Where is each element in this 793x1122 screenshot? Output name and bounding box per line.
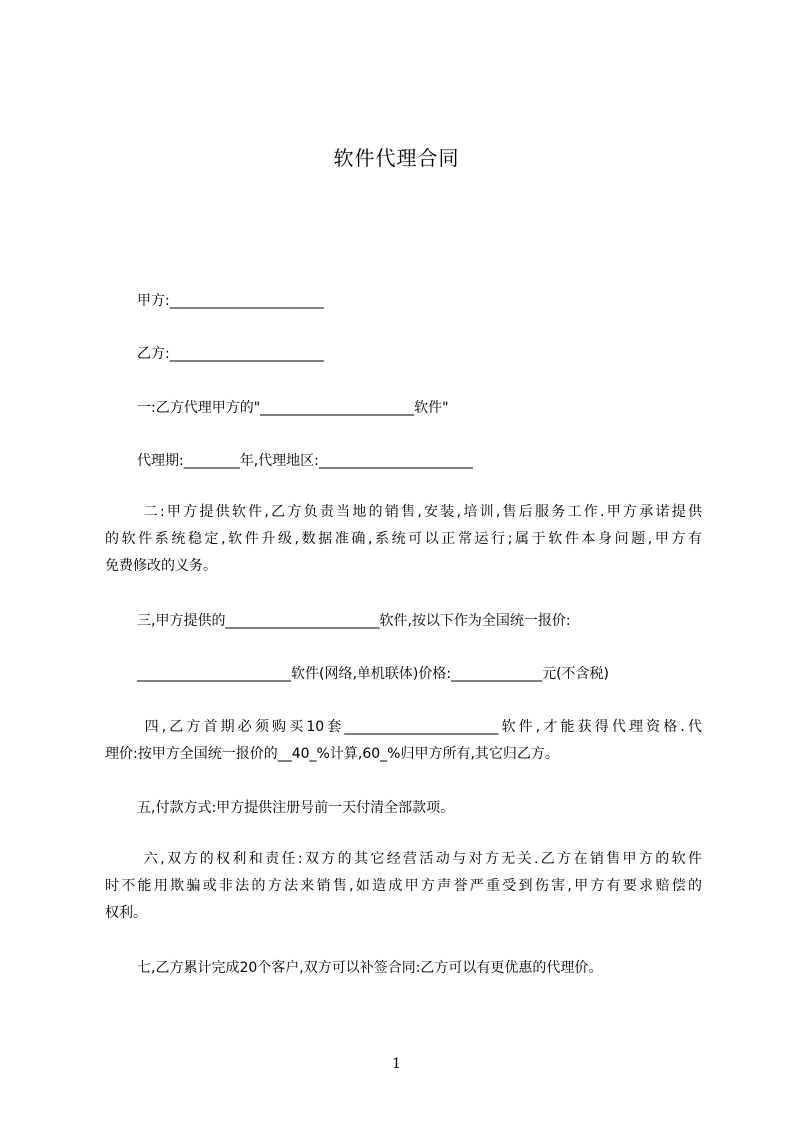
clause-6-line: 权利。 (105, 905, 147, 921)
clause-4-line: 四,乙方首期必须购买10套______________________软件,才能获得代理资格.代 (137, 719, 702, 735)
party-a-line: 甲方:______________________ (137, 293, 324, 309)
price-line: ______________________软件(网络,单机联体)价格:_____________元(不含税) (137, 666, 610, 682)
agency-rate-field: __40_ (277, 746, 317, 762)
clause-2-line: 二:甲方提供软件,乙方负责当地的销售,安装,培训,售后服务工作.甲方承诺提供 (137, 504, 702, 520)
clause-6-line: 时不能用欺骗或非法的方法来销售,如造成甲方声誉严重受到伤害,甲方有要求赔偿的 (105, 878, 702, 894)
clause-2 (105, 499, 702, 580)
vendor-share-field: 60_ (362, 746, 388, 762)
clause-6-line: 六,双方的权利和责任:双方的其它经营活动与对方无关.乙方在销售甲方的软件 (137, 851, 702, 867)
clause-4-text: 理价:按甲方全国统一报价的 (105, 746, 278, 762)
clause-3: 三,甲方提供的______________________软件,按以下作为全国统一报价: (137, 613, 571, 629)
clause-1: 一:乙方代理甲方的"______________________软件" (137, 400, 449, 416)
party-b-line: 乙方:______________________ (137, 346, 324, 362)
clause-7: 七,乙方累计完成20个客户,双方可以补签合同:乙方可以有更优惠的代理价。 (137, 960, 603, 976)
clause-4-text: %归甲方所有,其它归乙方。 (387, 746, 559, 762)
agency-period-line: 代理期:________年,代理地区:______________________ (137, 453, 473, 469)
clause-4-text: %计算, (316, 746, 363, 762)
clause-2-line: 免费修改的义务。 (105, 558, 217, 574)
document-title: 软件代理合同 (333, 146, 460, 170)
page-number: 1 (392, 1056, 401, 1072)
clause-4-line (105, 741, 702, 768)
clause-2-line: 的软件系统稳定,软件升级,数据准确,系统可以正常运行;属于软件本身问题,甲方有 (105, 531, 702, 547)
clause-5: 五,付款方式:甲方提供注册号前一天付清全部款项。 (137, 800, 455, 816)
clause-6 (105, 846, 702, 927)
clause-4 (105, 714, 702, 768)
